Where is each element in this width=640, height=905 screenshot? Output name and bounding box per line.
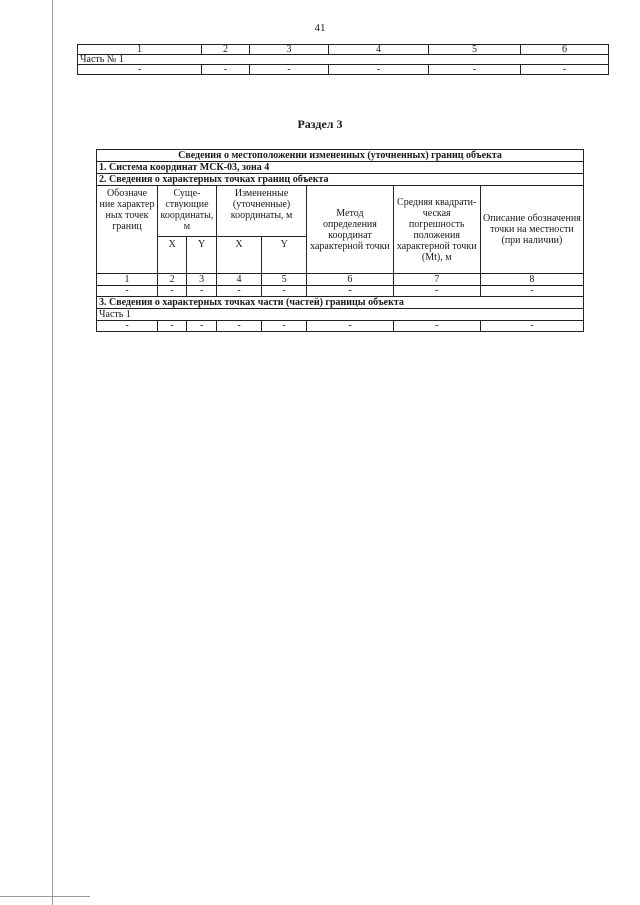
coordinate-system: 1. Система координат МСК-03, зона 4 [97,162,584,174]
column-number: 3 [187,274,216,286]
table-cell: - [262,321,307,332]
table-cell: - [393,321,480,332]
part-label: Часть 1 [97,309,584,321]
margin-tick [0,896,90,897]
table-cell: - [429,65,521,75]
table-cell: - [480,321,583,332]
table-cell: - [202,65,250,75]
table-row [78,55,609,65]
table-cell: - [158,286,187,297]
header-cell: 1 [78,45,202,55]
table-cell: - [187,286,216,297]
section-title: Раздел 3 [297,117,343,131]
table-cell: - [329,65,429,75]
x-header: X [158,237,187,274]
table-cell: - [78,65,202,75]
column-number: 2 [158,274,187,286]
header-cell: 5 [429,45,521,55]
table-row [97,150,584,162]
table-cell: - [521,65,609,75]
table-row [97,297,584,309]
designation-header: Обозначе ние характер ных точек границ [97,186,158,274]
table-row [97,162,584,174]
table-cell: - [307,321,393,332]
boundaries-table [96,149,584,332]
table-cell: - [216,321,261,332]
y-header: Y [262,237,307,274]
description-header: Описание обозначения точки на местности (при наличии) [480,186,583,274]
changed-coords-header: Измененные (уточненные) координаты, м [216,186,306,237]
parts-heading: 3. Сведения о характерных точках части (частей) границы объекта [97,297,584,309]
x-header: X [216,237,261,274]
table-row [97,321,584,332]
method-header: Метод определения координат характерной точки [307,186,393,274]
table-cell: - [187,321,216,332]
header-cell: 4 [329,45,429,55]
table-row [97,286,584,297]
column-number: 4 [216,274,261,286]
header-cell: 6 [521,45,609,55]
column-number: 8 [480,274,583,286]
header-cell: 2 [202,45,250,55]
table-title: Сведения о местоположении измененных (уточненных) границ объекта [97,150,584,162]
continuation-table [77,44,609,75]
table-cell: - [216,286,261,297]
table-row [78,45,609,55]
y-header: Y [187,237,216,274]
table-row [97,186,584,237]
column-number: 7 [393,274,480,286]
existing-coords-header: Суще- ствующие координаты, м [158,186,217,237]
header-cell: 3 [250,45,329,55]
table-cell: - [307,286,393,297]
table-row [97,274,584,286]
column-number: 1 [97,274,158,286]
column-number: 6 [307,274,393,286]
table-cell: - [393,286,480,297]
table-row [78,65,609,75]
table-cell: - [250,65,329,75]
points-heading: 2. Сведения о характерных точках границ объекта [97,174,584,186]
table-cell: - [97,286,158,297]
table-cell: - [97,321,158,332]
table-cell: - [262,286,307,297]
part-label: Часть № 1 [78,55,609,65]
table-cell: - [480,286,583,297]
error-header: Средняя квадрати- ческая погрешность положения характерной точки (Mt), м [393,186,480,274]
page-number: 41 [314,22,326,34]
binding-margin-line [52,0,53,905]
column-number: 5 [262,274,307,286]
table-row [97,174,584,186]
table-row [97,309,584,321]
table-cell: - [158,321,187,332]
